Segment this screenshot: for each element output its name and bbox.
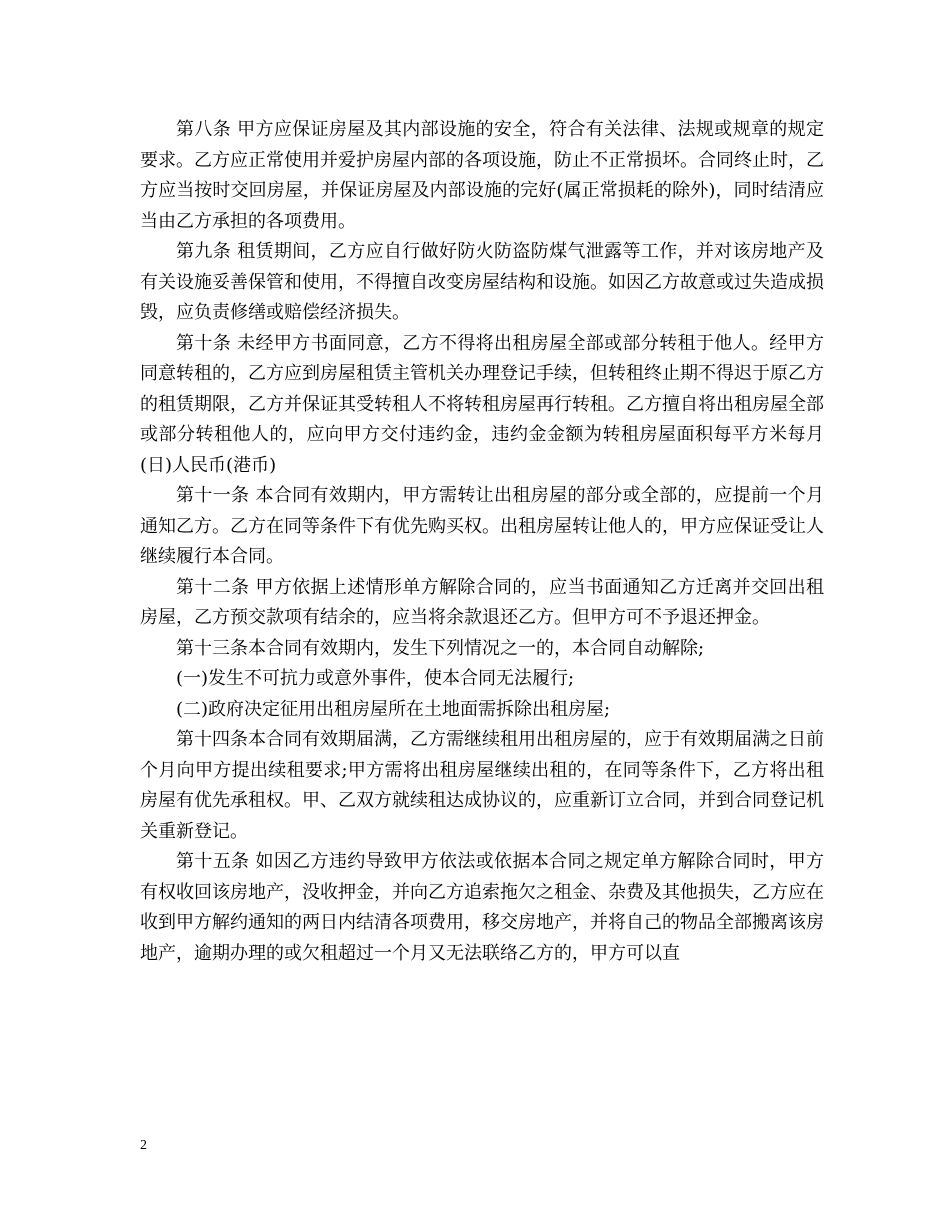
article-13-paragraph: 第十三条本合同有效期内，发生下列情况之一的，本合同自动解除; bbox=[176, 637, 705, 659]
article-12-paragraph: 第十二条 甲方依据上述情形单方解除合同的，应当书面通知乙方迁离并交回出租房屋，乙方预交款项有结余的，应当将余款退还乙方。但甲方可不予退还押金。 bbox=[140, 576, 824, 628]
document-body bbox=[140, 115, 824, 969]
article-10-paragraph: 第十条 未经甲方书面同意，乙方不得将出租房屋全部或部分转租于他人。经甲方同意转租的，乙方应到房屋租赁主管机关办理登记手续，但转租终止期不得迟于原乙方的租赁期限，乙方并保证其受转租人不将转租房屋再行转租。乙方擅自将出租房屋全部或部分转租他人的，应向甲方交付违约金，违约金金额为转租房屋面积每平方米每月(日)人民币(港币) bbox=[140, 332, 824, 476]
article-8-paragraph: 第八条 甲方应保证房屋及其内部设施的安全，符合有关法律、法规或规章的规定要求。乙方应正常使用并爱护房屋内部的各项设施，防止不正常损坏。合同终止时，乙方应当按时交回房屋，并保证房屋及内部设施的完好(属正常损耗的除外)，同时结清应当由乙方承担的各项费用。 bbox=[140, 119, 824, 232]
article-14-paragraph: 第十四条本合同有效期届满，乙方需继续租用出租房屋的，应于有效期届满之日前 个月向甲方提出续租要求;甲方需将出租房屋继续出租的，在同等条件下，乙方将出租房屋有优先承租权。甲、乙双方就续租达成协议的，应重新订立合同，并到合同登记机关重新登记。 bbox=[140, 729, 824, 842]
article-13-item-1: (一)发生不可抗力或意外事件，使本合同无法履行; bbox=[176, 668, 575, 689]
page-number: 2 bbox=[140, 1138, 147, 1153]
article-13-item-2: (二)政府决定征用出租房屋所在土地面需拆除出租房屋; bbox=[176, 698, 611, 720]
article-11-paragraph: 第十一条 本合同有效期内，甲方需转让出租房屋的部分或全部的，应提前一个月通知乙方。乙方在同等条件下有优先购买权。出租房屋转让他人的，甲方应保证受让人继续履行本合同。 bbox=[140, 485, 824, 567]
article-15-paragraph: 第十五条 如因乙方违约导致甲方依法或依据本合同之规定单方解除合同时，甲方有权收回该房地产，没收押金，并向乙方追索拖欠之租金、杂费及其他损失，乙方应在收到甲方解约通知的两日内结清各项费用，移交房地产，并将自己的物品全部搬离该房地产，逾期办理的或欠租超过一个月又无法联络乙方的，甲方可以直 bbox=[140, 851, 824, 964]
article-9-paragraph: 第九条 租赁期间，乙方应自行做好防火防盗防煤气泄露等工作，并对该房地产及有关设施妥善保管和使用，不得擅自改变房屋结构和设施。如因乙方故意或过失造成损毁，应负责修缮或赔偿经济损失。 bbox=[140, 241, 824, 323]
